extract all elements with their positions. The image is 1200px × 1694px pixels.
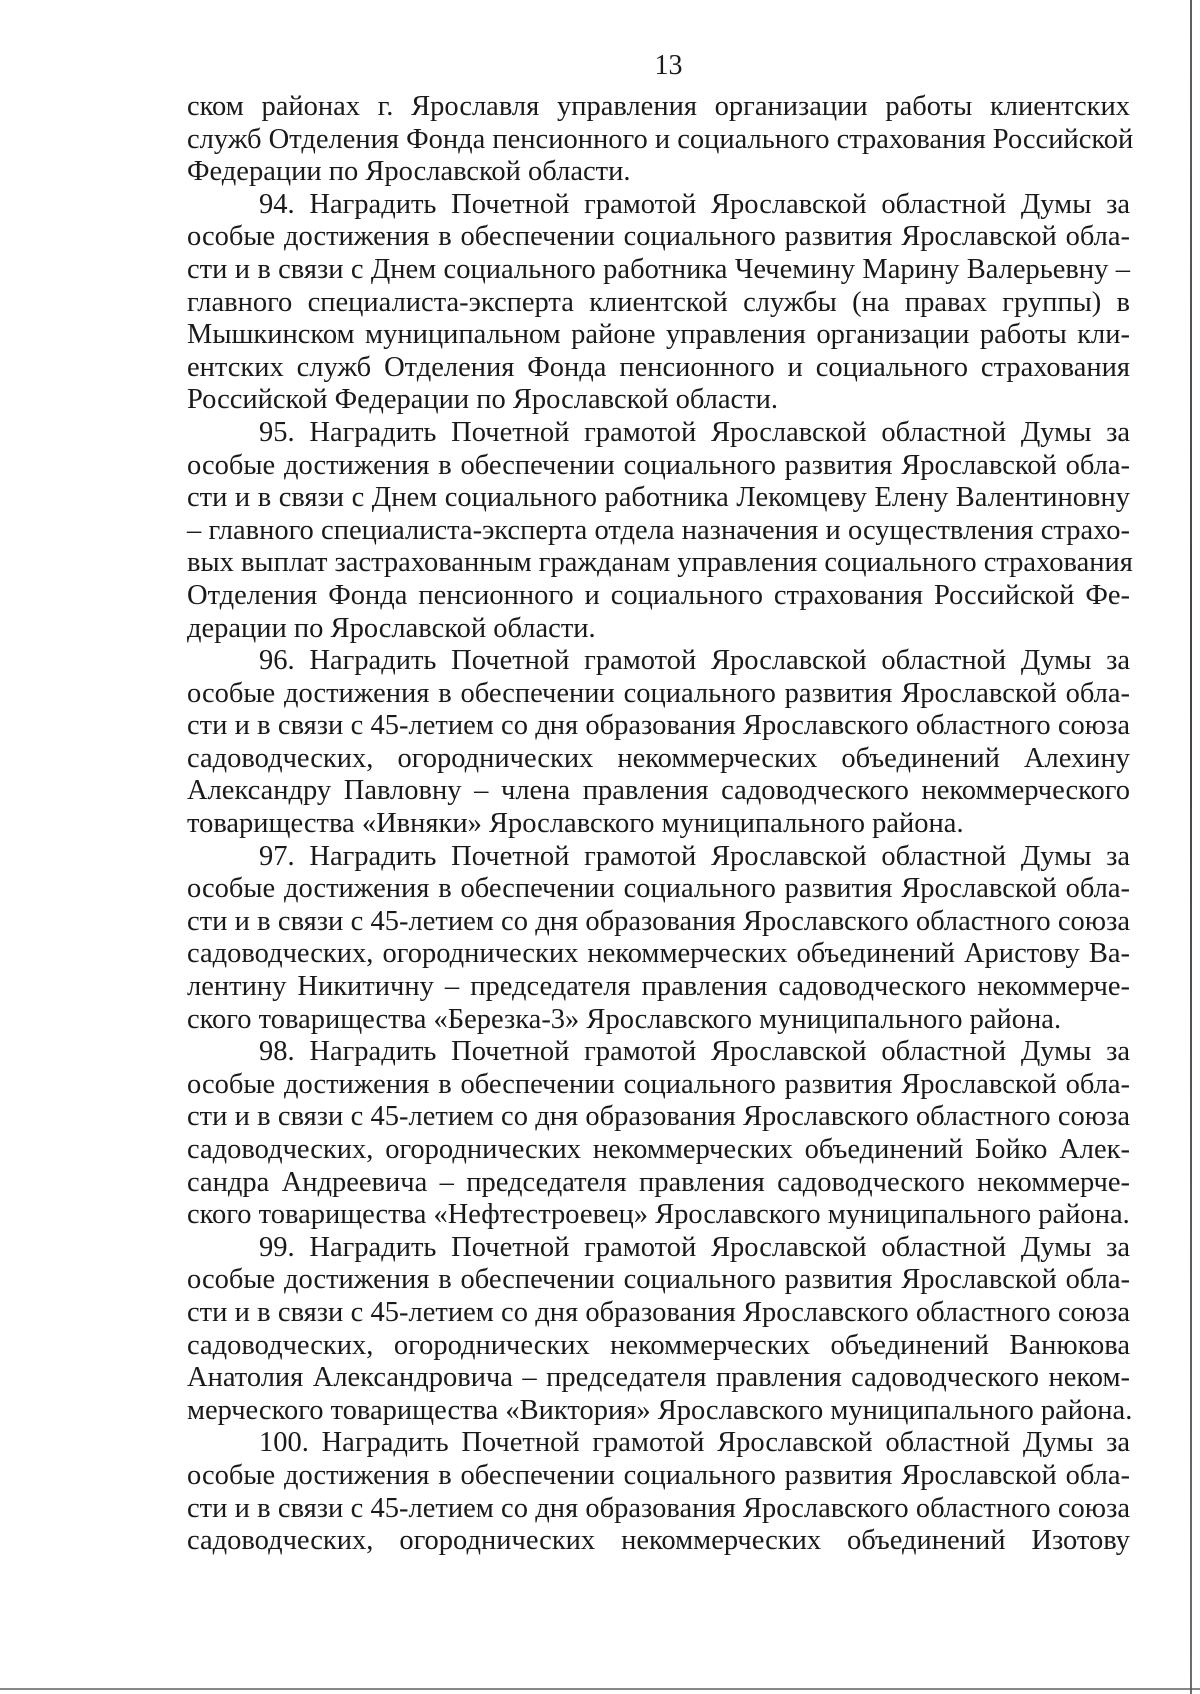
text-line: садоводческих, огороднических некоммерческих объединений Бойко Алек- bbox=[187, 1134, 1130, 1165]
text-line: ентских служб Отделения Фонда пенсионного и социального страхования bbox=[187, 351, 1130, 383]
text-line: – главного специалиста-эксперта отдела назначения и осуществления страхо- bbox=[187, 514, 1130, 546]
scan-edge-bottom bbox=[0, 1688, 1200, 1690]
text-line: вых выплат застрахованным гражданам управления социального страхования bbox=[187, 547, 1133, 579]
text-line: товарищества «Ивняки» Ярославского муниципального района. bbox=[187, 808, 964, 840]
text-line: сти и в связи с 45-летием со дня образования Ярославского областного союза bbox=[187, 1492, 1130, 1524]
text-line: особые достижения в обеспечении социального развития Ярославской обла- bbox=[187, 449, 1130, 481]
text-line: Российской Федерации по Ярославской области. bbox=[187, 384, 779, 416]
paragraph-item-98 bbox=[187, 1036, 1130, 1232]
text-line: сти и в связи с 45-летием со дня образования Ярославского областного союза bbox=[187, 905, 1130, 937]
text-line: сти и в связи с 45-летием со дня образования Ярославского областного союза bbox=[187, 710, 1130, 742]
paragraph-item-94 bbox=[187, 189, 1130, 417]
text-line: сандра Андреевича – председателя правления садоводческого некоммерче- bbox=[187, 1166, 1130, 1198]
text-line: 100. Наградить Почетной грамотой Ярославской областной Думы за bbox=[259, 1427, 1130, 1459]
text-line: особые достижения в обеспечении социального развития Ярославской обла- bbox=[187, 1459, 1130, 1491]
text-line: 98. Наградить Почетной грамотой Ярославской областной Думы за bbox=[259, 1036, 1130, 1068]
text-line: особые достижения в обеспечении социального развития Ярославской обла- bbox=[187, 1264, 1130, 1296]
text-line: Мышкинском муниципальном районе управления организации работы кли- bbox=[187, 319, 1130, 351]
text-line: садоводческих, огороднических некоммерческих объединений Изотову bbox=[187, 1525, 1130, 1557]
text-line: ского товарищества «Нефтестроевец» Ярославского муниципального района. bbox=[187, 1199, 1130, 1231]
text-line: ском районах г. Ярославля управления организации работы клиентских bbox=[187, 91, 1130, 122]
text-line: особые достижения в обеспечении социального развития Ярославской обла- bbox=[187, 873, 1130, 905]
text-line: Анатолия Александровича – председателя правления садоводческого неком- bbox=[187, 1362, 1130, 1394]
text-line: главного специалиста-эксперта клиентской службы (на правах группы) в bbox=[187, 286, 1130, 318]
text-line: служб Отделения Фонда пенсионного и социального страхования Российской bbox=[187, 123, 1134, 155]
text-line: особые достижения в обеспечении социального развития Ярославской обла- bbox=[187, 677, 1130, 709]
text-line: сти и в связи с Днем социального работника Лекомцеву Елену Валентиновну bbox=[187, 482, 1130, 514]
text-line: садоводческих, огороднических некоммерческих объединений Аристову Ва- bbox=[187, 938, 1130, 970]
text-line: особые достижения в обеспечении социального развития Ярославской обла- bbox=[187, 221, 1130, 253]
text-line: садоводческих, огороднических некоммерческих объединений Алехину bbox=[187, 742, 1130, 774]
paragraph-item-95 bbox=[187, 416, 1133, 645]
text-line: сти и в связи с Днем социального работника Чечемину Марину Валерьевну – bbox=[187, 253, 1130, 285]
paragraph-continuation bbox=[187, 91, 1134, 189]
paragraph-item-97 bbox=[187, 841, 1130, 1037]
text-line: сти и в связи с 45-летием со дня образования Ярославского областного союза bbox=[187, 1296, 1130, 1328]
text-line: 95. Наградить Почетной грамотой Ярославской областной Думы за bbox=[259, 416, 1130, 448]
text-line: мерческого товарищества «Виктория» Ярославского муниципального района. bbox=[187, 1394, 1133, 1426]
text-line: лентину Никитичну – председателя правления садоводческого некоммерче- bbox=[187, 971, 1130, 1003]
document-page bbox=[187, 50, 1134, 1558]
text-line: садоводческих, огороднических некоммерческих объединений Ванюкова bbox=[187, 1329, 1130, 1361]
text-line: 96. Наградить Почетной грамотой Ярославской областной Думы за bbox=[259, 645, 1130, 677]
text-line: ского товарищества «Березка-3» Ярославского муниципального района. bbox=[187, 1003, 1062, 1035]
paragraph-item-99 bbox=[187, 1231, 1133, 1428]
text-line: 99. Наградить Почетной грамотой Ярославской областной Думы за bbox=[259, 1231, 1130, 1263]
text-line: Александру Павловну – члена правления садоводческого некоммерческого bbox=[187, 775, 1130, 807]
text-line: сти и в связи с 45-летием со дня образования Ярославского областного союза bbox=[187, 1101, 1130, 1133]
text-line: особые достижения в обеспечении социального развития Ярославской обла- bbox=[187, 1068, 1130, 1100]
paragraph-item-96 bbox=[187, 645, 1130, 841]
text-line: дерации по Ярославской области. bbox=[187, 612, 596, 644]
text-line: 97. Наградить Почетной грамотой Ярославской областной Думы за bbox=[259, 840, 1130, 872]
page-number: 13 bbox=[654, 50, 683, 81]
text-line: 94. Наградить Почетной грамотой Ярославской областной Думы за bbox=[259, 188, 1130, 220]
paragraph-item-100 bbox=[187, 1427, 1130, 1557]
scan-edge-right bbox=[1190, 0, 1192, 1694]
text-line: Федерации по Ярославской области. bbox=[187, 156, 631, 188]
text-line: Отделения Фонда пенсионного и социального страхования Российской Фе- bbox=[187, 579, 1130, 611]
document-body bbox=[187, 91, 1134, 1558]
